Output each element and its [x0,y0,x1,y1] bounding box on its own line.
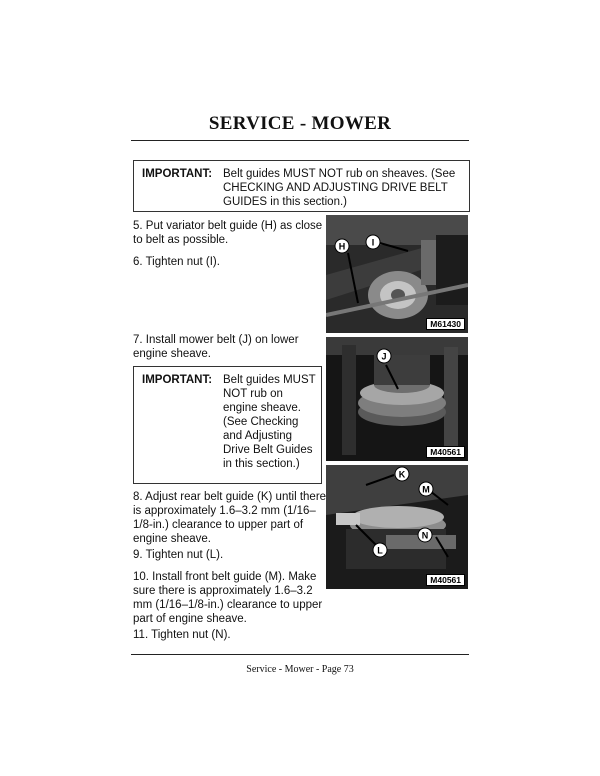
header-rule [131,140,469,141]
callout-k: K [398,469,406,480]
important-text: Belt guides MUST NOT rub on engine sheave. (See Checking and Adjusting Drive Belt Guides in this section.) [223,374,316,470]
step-10: 10. Install front belt guide (M). Make sure there is approximately 1.6–3.2 mm (1/16–1/8-in.) clearance to upper part of engine sheave. [133,571,323,625]
photo-mower-belt-sheave [326,337,468,461]
footer-rule [131,654,469,655]
page-title: SERVICE - MOWER [208,113,392,134]
callout-i: I [371,237,375,248]
photo-code: M61430 [426,318,465,330]
photo-variator-belt-guide [326,215,468,333]
important-notice-1 [133,160,470,212]
important-label: IMPORTANT: [142,374,213,386]
callout-l: L [377,545,383,556]
photo-code: M40561 [426,446,465,458]
step-9: 9. Tighten nut (L). [133,549,224,561]
important-notice-2 [133,366,322,484]
important-text: Belt guides MUST NOT rub on sheaves. (See CHECKING AND ADJUSTING DRIVE BELT GUIDES in this section.) [223,168,456,208]
step-7: 7. Install mower belt (J) on lower engine sheave. [133,334,299,360]
step-6: 6. Tighten nut (I). [133,256,220,268]
step-11: 11. Tighten nut (N). [133,629,231,641]
page-footer: Service - Mower - Page 73 [246,664,354,675]
important-label: IMPORTANT: [142,168,213,180]
callout-n: N [421,530,429,541]
step-8: 8. Adjust rear belt guide (K) until there is approximately 1.6–3.2 mm (1/16–1/8-in.) clearance to upper part of engine sheave. [133,491,327,545]
callout-m: M [422,484,430,495]
photo-belt-guides-adjust [326,465,468,589]
photo-code: M40561 [426,574,465,586]
callout-h: H [338,241,346,252]
callout-j: J [381,351,387,362]
step-5: 5. Put variator belt guide (H) as close to belt as possible. [133,220,323,246]
